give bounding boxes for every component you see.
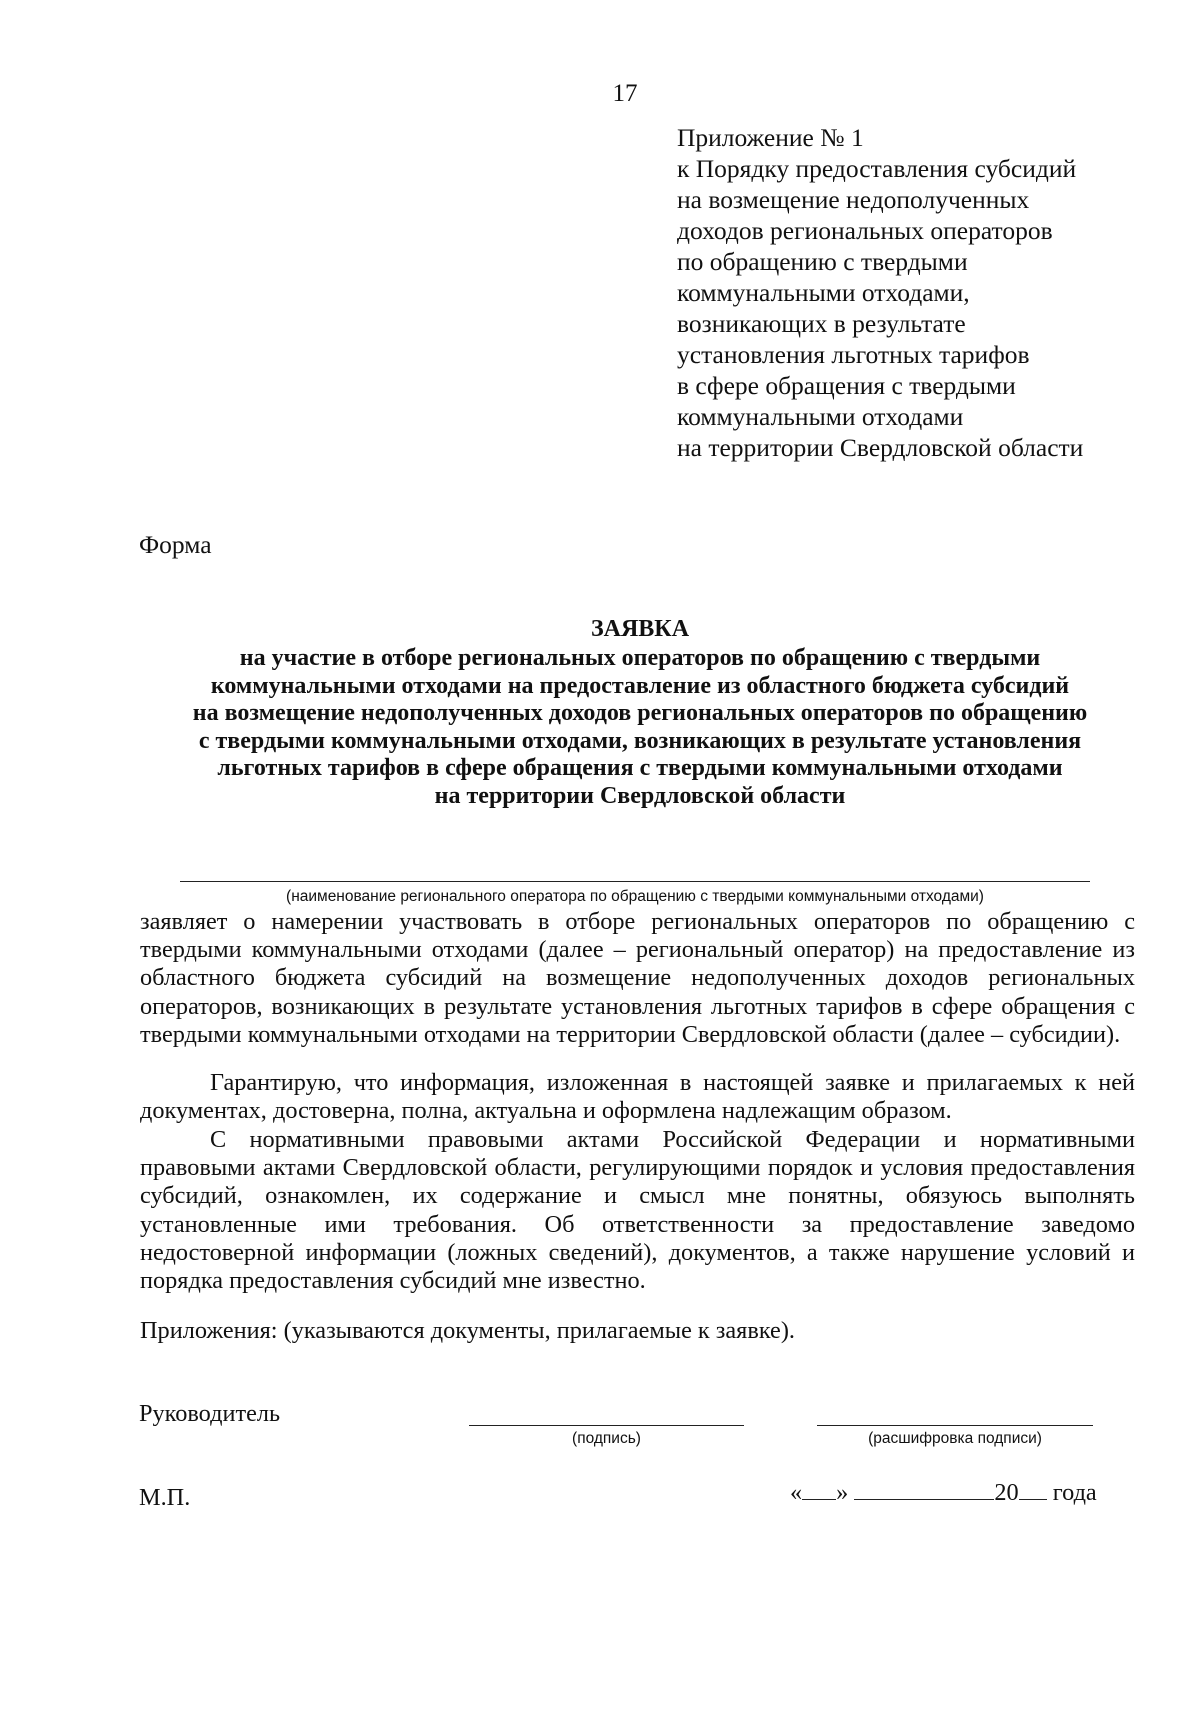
appendix-line: в сфере обращения с твердыми: [677, 371, 1016, 400]
appendix-line: коммунальными отходами: [677, 402, 964, 431]
date-year-field[interactable]: [1019, 1479, 1047, 1500]
signature-decoding-caption: (расшифровка подписи): [868, 1430, 1042, 1447]
operator-name-field[interactable]: [180, 881, 1090, 882]
stamp-label: М.П.: [139, 1484, 191, 1511]
signature-decoding-field[interactable]: [817, 1425, 1093, 1426]
declaration-paragraph: заявляет о намерении участвовать в отборе региональных операторов по обращению с твердыми коммунальными отходами (далее – региональный оператор) на предоставление из областного бюджета субсидий на возмещение недополученных доходов региональных операторов, возникающих в результате установления льготных тарифов в сфере обращения с твердыми коммунальными отходами на территории Свердловской области (далее – субсидии).: [140, 908, 1135, 1048]
appendix-line: Приложение № 1: [677, 123, 864, 152]
form-label: Форма: [139, 530, 212, 559]
subtitle-line: на территории Свердловской области: [434, 782, 846, 809]
subtitle-line: с твердыми коммунальными отходами, возникающих в результате установления: [198, 727, 1082, 754]
document-title: ЗАЯВКА: [590, 616, 690, 642]
appendix-line: установления льготных тарифов: [677, 340, 1030, 369]
guarantee-paragraph: Гарантирую, что информация, изложенная в настоящей заявке и прилагаемых к ней документах, достоверна, полна, актуальна и оформлена надлежащим образом.: [140, 1069, 1135, 1125]
attachments-line: Приложения: (указываются документы, прилагаемые к заявке).: [140, 1317, 795, 1344]
appendix-line: коммунальными отходами,: [677, 278, 970, 307]
date-suffix: года: [1052, 1479, 1097, 1506]
appendix-line: на территории Свердловской области: [677, 433, 1084, 462]
date-line: [790, 1479, 1097, 1507]
appendix-line: на возмещение недополученных: [677, 185, 1030, 214]
date-day-field[interactable]: [802, 1479, 836, 1500]
signature-caption: (подпись): [572, 1430, 641, 1447]
appendix-line: к Порядку предоставления субсидий: [677, 154, 1077, 183]
date-close-quote: »: [836, 1479, 849, 1506]
date-open-quote: «: [790, 1479, 803, 1506]
date-year-prefix: 20: [994, 1479, 1019, 1506]
subtitle-line: коммунальными отходами на предоставление из областного бюджета субсидий: [210, 672, 1070, 699]
document-subtitle: [100, 645, 1180, 810]
appendix-line: возникающих в результате: [677, 309, 966, 338]
signatory-role: Руководитель: [139, 1400, 281, 1427]
appendix-line: по обращению с твердыми: [677, 247, 968, 276]
operator-name-caption: (наименование регионального оператора по обращению с твердыми коммунальными отходами): [286, 888, 984, 905]
appendix-header: [677, 122, 1197, 463]
page-number: 17: [612, 80, 638, 107]
subtitle-line: на возмещение недополученных доходов региональных операторов по обращению: [192, 700, 1088, 726]
date-month-field[interactable]: [854, 1479, 994, 1500]
subtitle-line: льготных тарифов в сфере обращения с твердыми коммунальными отходами: [217, 755, 1063, 781]
signature-field[interactable]: [469, 1425, 744, 1426]
subtitle-line: на участие в отборе региональных операторов по обращению с твердыми: [239, 645, 1041, 671]
acknowledgement-paragraph: С нормативными правовыми актами Российской Федерации и нормативными правовыми актами Свердловской области, регулирующими порядок и условия предоставления субсидий, ознакомлен, их содержание и смысл мне понятны, обязуюсь выполнять установленные ими требования. Об ответственности за предоставление заведомо недостоверной информации (ложных сведений), документов, а также нарушение условий и порядка предоставления субсидий мне известно.: [140, 1126, 1135, 1295]
appendix-line: доходов региональных операторов: [677, 216, 1053, 245]
